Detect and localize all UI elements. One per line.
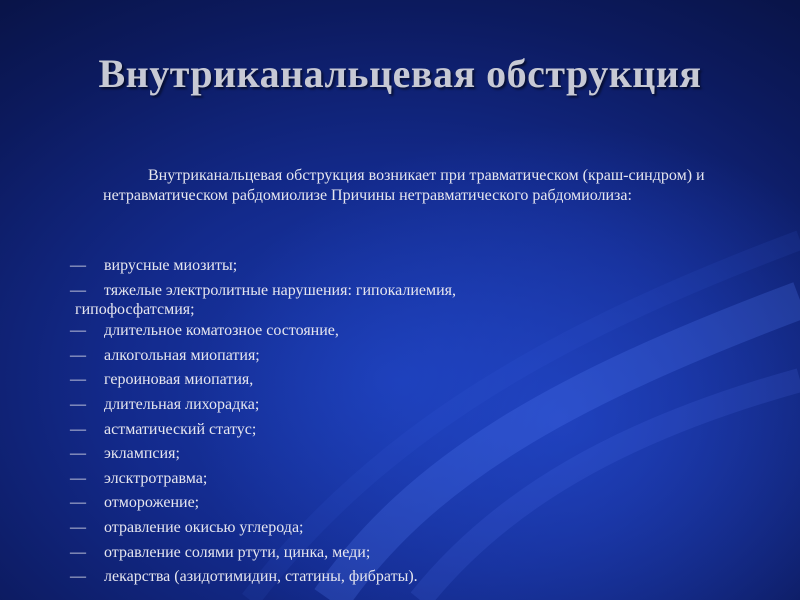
slide-title: Внутриканальцевая обструкция xyxy=(98,51,702,96)
bullet-dash: — xyxy=(70,257,86,274)
bullet-dash: — xyxy=(70,469,86,487)
list-item-text: отравление солями ртути, цинка, меди; xyxy=(104,543,371,561)
bullet-dash: — xyxy=(70,543,86,561)
bullet-dash: — xyxy=(70,568,86,586)
bullet-dash: — xyxy=(70,395,86,413)
list-item-continuation: гипофосфатсмия; xyxy=(75,301,195,319)
bullet-dash: — xyxy=(70,420,86,438)
list-item-text: астматический статус; xyxy=(104,420,257,438)
list-item xyxy=(70,418,690,443)
list-item xyxy=(70,393,690,418)
list-item-text: эклампсия; xyxy=(104,445,180,463)
list-item-text: элсктротравма; xyxy=(104,469,208,487)
list-item xyxy=(70,254,690,279)
list-item-text: тяжелые электролитные нарушения: гипокалиемия, xyxy=(104,281,457,299)
intro-paragraph: Внутриканальцевая обструкция возникает при травматическом (краш-синдром) и нетравматическом рабдомиолизе Причины нетравматического рабдомиолиза: xyxy=(103,167,705,204)
bullet-dash: — xyxy=(70,322,86,340)
list-item xyxy=(70,442,690,467)
bullet-dash: — xyxy=(70,281,86,299)
bullet-dash: — xyxy=(70,494,86,512)
list-item xyxy=(70,541,690,566)
list-item-text: отравление окисью углерода; xyxy=(104,518,304,536)
bullet-dash: — xyxy=(70,518,86,536)
list-item xyxy=(70,491,690,516)
list-item-text: длительное коматозное состояние, xyxy=(104,322,339,340)
list-item xyxy=(70,279,690,320)
list-item xyxy=(70,467,690,492)
list-item xyxy=(70,319,690,344)
bullet-dash: — xyxy=(70,445,86,463)
list-item-text: вирусные миозиты; xyxy=(104,257,238,274)
bullet-dash: — xyxy=(70,371,86,389)
list-item xyxy=(70,344,690,369)
list-item-text: лекарства (азидотимидин, статины, фибраты). xyxy=(104,568,418,586)
list-item-text: героиновая миопатия, xyxy=(104,371,254,389)
list-item-text: длительная лихорадка; xyxy=(104,395,260,413)
bullet-dash: — xyxy=(70,346,86,364)
list-item xyxy=(70,368,690,393)
list-item-text: отморожение; xyxy=(104,494,200,512)
causes-list xyxy=(70,254,690,590)
list-item-text: алкогольная миопатия; xyxy=(104,346,260,364)
list-item xyxy=(70,516,690,541)
list-item xyxy=(70,565,690,590)
